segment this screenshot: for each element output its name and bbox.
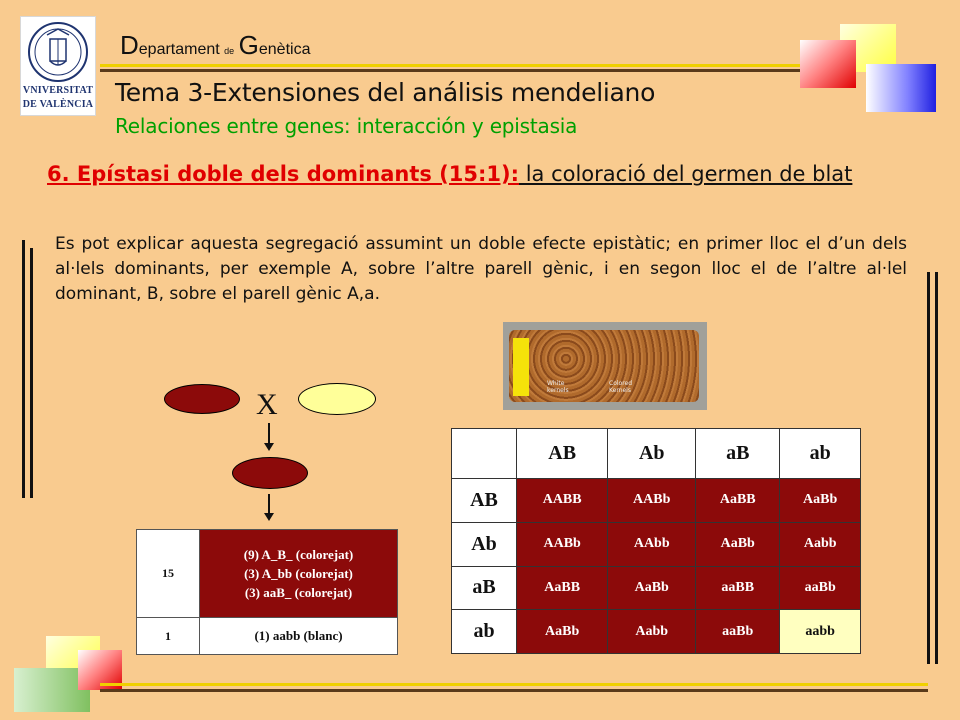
phenotype-ratio-table [136,529,398,655]
genotype-cell: AaBb [517,610,608,654]
kernel-bag-image [509,330,699,402]
arrow-2-head [264,513,274,521]
parent-white-oval [298,383,376,415]
genotype-cell: aaBB [696,566,780,610]
genotype-cell: AABB [517,479,608,523]
ratio-row-white [137,618,398,655]
photo-label-white: White kernels [547,380,569,394]
gamete-row-header: ab [452,610,517,654]
genotype-cell: AaBB [696,479,780,523]
ratio-description: (9) A_B_ (colorejat) (3) A_bb (colorejat) (3) aaB_ (colorejat) [200,530,398,618]
gamete-row-header: AB [452,479,517,523]
arrow-1-head [264,443,274,451]
department-title: Departament de Genètica [120,30,311,60]
genotype-cell: AABb [608,479,696,523]
genotype-cell: AaBb [780,479,861,523]
punnett-header-row [452,429,861,479]
header-rule-yellow [100,64,820,67]
parent-colored-oval [164,384,240,414]
ratio-count: 1 [137,618,200,655]
ratio-row-colored [137,530,398,618]
footer-rule-yellow [100,683,928,686]
punnett-corner [452,429,517,479]
genotype-cell: AaBb [696,522,780,566]
genotype-cell: AaBb [608,566,696,610]
genotype-cell-white: aabb [780,610,861,654]
left-bar-2 [30,248,33,498]
right-bar-1 [927,272,930,664]
right-bar-2 [935,272,938,664]
gamete-header: ab [780,429,861,479]
heading-black: la coloració del germen de blat [519,162,853,186]
arrow-1-shaft [268,423,270,445]
deco-square-red [800,40,856,88]
genotype-cell: AAbb [608,522,696,566]
punnett-row [452,610,861,654]
punnett-row [452,522,861,566]
heading-red: 6. Epístasi doble dels dominants (15:1): [47,162,520,186]
section-heading [47,160,917,189]
punnett-row [452,479,861,523]
yellow-tape [513,338,529,396]
cross-symbol: X [256,388,278,421]
page-subtitle: Relaciones entre genes: interacción y epistasia [115,114,578,138]
explanation-paragraph: Es pot explicar aquesta segregació assumint un doble efecte epistàtic; en primer lloc el d’un dels al·lels dominants, per exemple A, sobre l’altre parell gènic, i en segon lloc el de l’altre al·lel dominant, B, sobre el parell gènic A,a. [55,234,907,304]
genotype-cell: aaBb [696,610,780,654]
punnett-square [451,428,861,654]
wheat-kernels-photo [503,322,707,410]
left-bar-1 [22,240,25,498]
gamete-row-header: aB [452,566,517,610]
gamete-row-header: Ab [452,522,517,566]
gamete-header: aB [696,429,780,479]
logo-line-1: VNIVERSITAT [22,85,94,96]
ratio-count: 15 [137,530,200,618]
f1-oval [232,457,308,489]
genotype-cell: aaBb [780,566,861,610]
ratio-description: (1) aabb (blanc) [200,618,398,655]
punnett-row [452,566,861,610]
genotype-cell: Aabb [780,522,861,566]
page-title: Tema 3-Extensiones del análisis mendeliano [115,78,656,107]
photo-label-colored: Colored Kernels [609,380,633,394]
logo-line-2: DE VALÈNCIA [22,99,94,110]
header-rule-dark [100,69,820,72]
gamete-header: AB [517,429,608,479]
footer-rule-dark [100,689,928,692]
genotype-cell: AABb [517,522,608,566]
deco-square-blue [866,64,936,112]
genotype-cell: AaBB [517,566,608,610]
genotype-cell: Aabb [608,610,696,654]
university-seal-icon [27,21,89,83]
university-logo [20,16,96,116]
gamete-header: Ab [608,429,696,479]
